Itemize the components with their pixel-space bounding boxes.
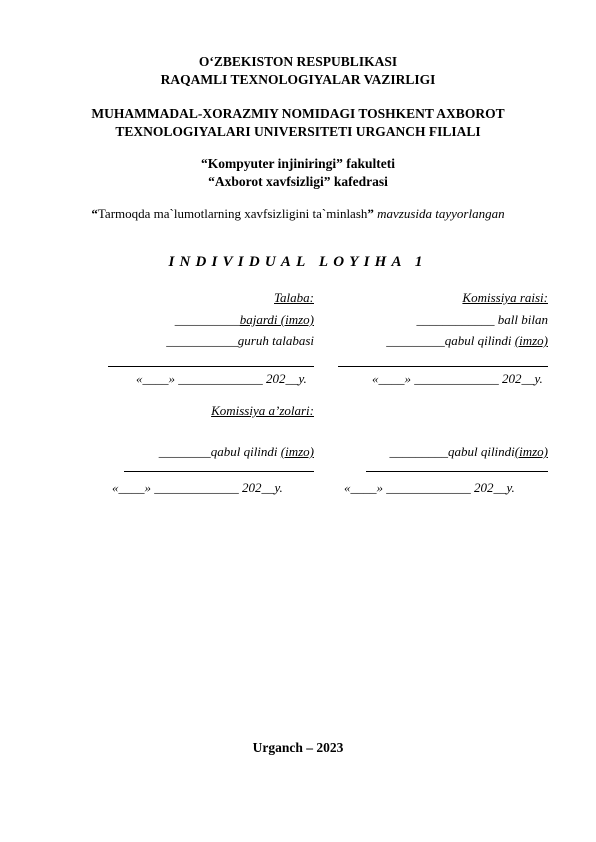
member-right-accepted bbox=[389, 444, 548, 460]
student-name-line bbox=[108, 366, 314, 367]
student-group bbox=[166, 333, 314, 349]
university-name-line1: MUHAMMADAL-XORAZMIY NOMIDAGI TOSHKENT AXBOROT bbox=[91, 106, 505, 121]
department-name: “Axborot xavfsizligi” kafedrasi bbox=[208, 174, 388, 189]
chair-heading: Komissiya raisi: bbox=[462, 290, 548, 305]
member-left-name-line bbox=[124, 471, 314, 472]
topic-quote-close: ” bbox=[367, 206, 374, 221]
student-performed-blank: __________ bbox=[174, 312, 240, 327]
chair-name-line bbox=[338, 366, 548, 367]
chair-date: «____» _____________ 202__y. bbox=[372, 371, 543, 386]
topic-suffix: mavzusida tayyorlangan bbox=[373, 206, 505, 221]
member-right-accepted-blank: _________ bbox=[389, 444, 448, 459]
member-right-date: «____» _____________ 202__y. bbox=[344, 480, 515, 495]
members-heading: Komissiya a’zolari: bbox=[211, 403, 314, 418]
member-left-accepted bbox=[159, 444, 314, 460]
student-date: «____» _____________ 202__y. bbox=[136, 371, 307, 386]
chair-accepted-blank: _________ bbox=[386, 333, 445, 348]
student-heading: Talaba: bbox=[274, 290, 314, 305]
member-left-accepted-sign: (imzo) bbox=[280, 444, 314, 459]
member-right-accepted-label: qabul qilindi bbox=[447, 444, 515, 459]
chair-score-line: ____________ ball bilan bbox=[416, 312, 548, 327]
ministry-country: O‘ZBEKISTON RESPUBLIKASI bbox=[198, 54, 398, 69]
university-name-line2: TEXNOLOGIYALARI UNIVERSITETI URGANCH FILIALI bbox=[115, 124, 481, 139]
member-left-accepted-blank: ________ bbox=[158, 444, 211, 459]
place-and-year: Urganch – 2023 bbox=[252, 740, 344, 755]
member-left-accepted-label: qabul qilindi bbox=[210, 444, 281, 459]
student-group-label: guruh talabasi bbox=[237, 333, 314, 348]
project-topic bbox=[0, 206, 596, 222]
member-right-name-line bbox=[366, 471, 548, 472]
document-title: INDIVIDUAL LOYIHA 1 bbox=[168, 254, 428, 270]
faculty-name: “Kompyuter injiniringi” fakulteti bbox=[200, 156, 395, 171]
topic-text: Tarmoqda ma`lumotlarning xavfsizligini ta`minlash bbox=[97, 206, 368, 221]
member-right-accepted-sign: (imzo) bbox=[514, 444, 548, 459]
chair-accepted bbox=[386, 333, 548, 349]
ministry-name: RAQAMLI TEXNOLOGIYALAR VAZIRLIGI bbox=[160, 72, 436, 87]
member-left-date: «____» _____________ 202__y. bbox=[112, 480, 283, 495]
topic-quote-open: “ bbox=[91, 206, 98, 221]
student-performed-label: bajardi (imzo) bbox=[239, 312, 314, 327]
chair-accepted-label: qabul qilindi bbox=[444, 333, 515, 348]
student-group-blank: ___________ bbox=[166, 333, 238, 348]
chair-accepted-sign: (imzo) bbox=[514, 333, 548, 348]
student-performed bbox=[175, 312, 314, 328]
